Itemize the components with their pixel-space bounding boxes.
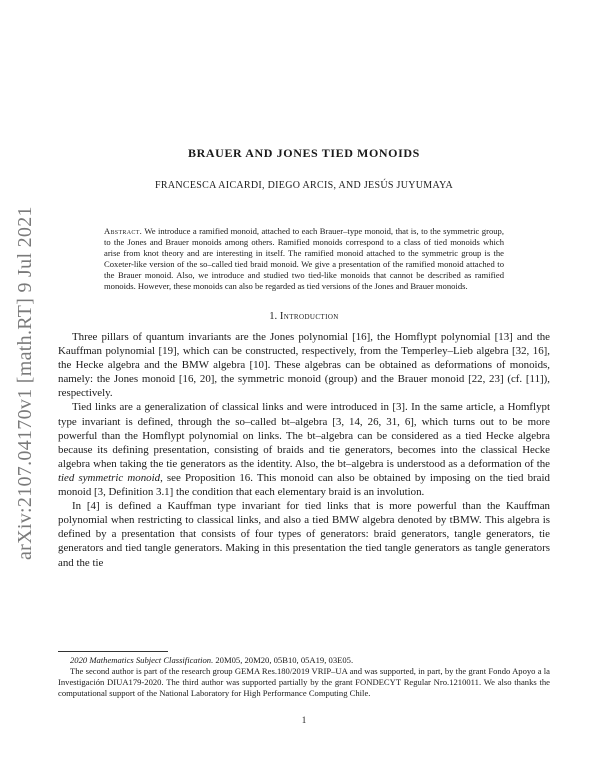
arxiv-identifier: arXiv:2107.04170v1 [math.RT] 9 Jul 2021 bbox=[14, 206, 36, 560]
section-title: Introduction bbox=[279, 311, 339, 322]
abstract-heading: Abstract. bbox=[104, 226, 143, 236]
paragraph-2-part-b: , see Proposition 16. This monoid can also be obtained by imposing on the tied braid monoid [3, Definition 3.1] the condition that each elementary braid is an involution. bbox=[58, 471, 550, 499]
msc-footnote bbox=[58, 655, 550, 666]
paragraph-2-part-a: Tied links are a generalization of classical links and were introduced in [3]. In the same article, a Homflypt type invariant is defined, through the so–called bt–algebra [3, 14, 26, 31, 6], which turns out to be more powerful than the Homflypt polynomial on links. The bt–algebra can be considered as a tied Hecke algebra because its defining presentation, consisting of braids and tie generators, becomes into the classical Hecke algebra when taking the tie generators as the identity. Also, the bt–algebra is understood as a deformation of the bbox=[58, 401, 550, 470]
footnotes bbox=[58, 655, 550, 699]
abstract bbox=[104, 226, 504, 292]
msc-label: 2020 Mathematics Subject Classification. bbox=[70, 655, 214, 665]
paragraph-1: Three pillars of quantum invariants are the Jones polynomial [16], the Homflypt polynomial [13] and the Kauffman polynomial [19], which can be constructed, respectively, from the Temperley–Lieb algebra [32, 16], the Hecke algebra and the BMW algebra [10]. These algebras can be obtained as deformations of monoids, namely: the Jones monoid [16, 20], the symmetric monoid (group) and the Brauer monoid [22, 23] (cf. [11]), respectively. bbox=[58, 331, 550, 400]
paragraph-3: In [4] is defined a Kauffman type invariant for tied links that is more powerful than the Kauffman polynomial when restricting to classical links, and also a tied BMW algebra denoted by tBMW. This algebra is defined by a presentation that consists of four types of generators: braid generators, tangle generators, tie generators and tied tangle generators. Making in this presentation the tied tangle generators as tangle generators and the tie bbox=[58, 500, 550, 569]
section-number: 1. bbox=[269, 311, 278, 322]
footnote-divider bbox=[58, 651, 168, 652]
msc-codes: 20M05, 20M20, 05B10, 05A19, 03E05. bbox=[213, 655, 354, 665]
paragraph-2 bbox=[58, 400, 550, 499]
support-footnote: The second author is part of the research group GEMA Res.180/2019 VRIP–UA and was supported, in part, by the grant Fondo Apoyo a la Investigación DIUA179-2020. The third author was supported partially by the grant FONDECYT Regular Nro.1210011. We also thanks the computational support of the National Laboratory for High Performance Computing Chile. bbox=[58, 666, 550, 698]
body-text bbox=[58, 330, 550, 570]
author-list: FRANCESCA AICARDI, DIEGO ARCIS, AND JESÚS JUYUMAYA bbox=[154, 180, 454, 191]
paragraph-2-emphasis: tied symmetric monoid bbox=[58, 471, 161, 484]
paper-title: BRAUER AND JONES TIED MONOIDS bbox=[188, 146, 420, 160]
abstract-text: We introduce a ramified monoid, attached to each Brauer–type monoid, that is, to the symmetric group, to the Jones and Brauer monoids among others. Ramified monoids correspond to a class of tied monoids which arise from knot theory and are interesting in itself. The ramified monoid attached to the symmetric group is the Coxeter-like version of the so–called tied braid monoid. We give a presentation of the ramified monoid attached to the Brauer monoid. Also, we introduce and studied two tied-like monoids that cannot be described as ramified monoids. However, these monoids can also be regarded as tied versions of the Jones and Brauer monoids. bbox=[104, 226, 504, 291]
section-heading bbox=[58, 311, 550, 322]
page-number: 1 bbox=[301, 715, 307, 725]
